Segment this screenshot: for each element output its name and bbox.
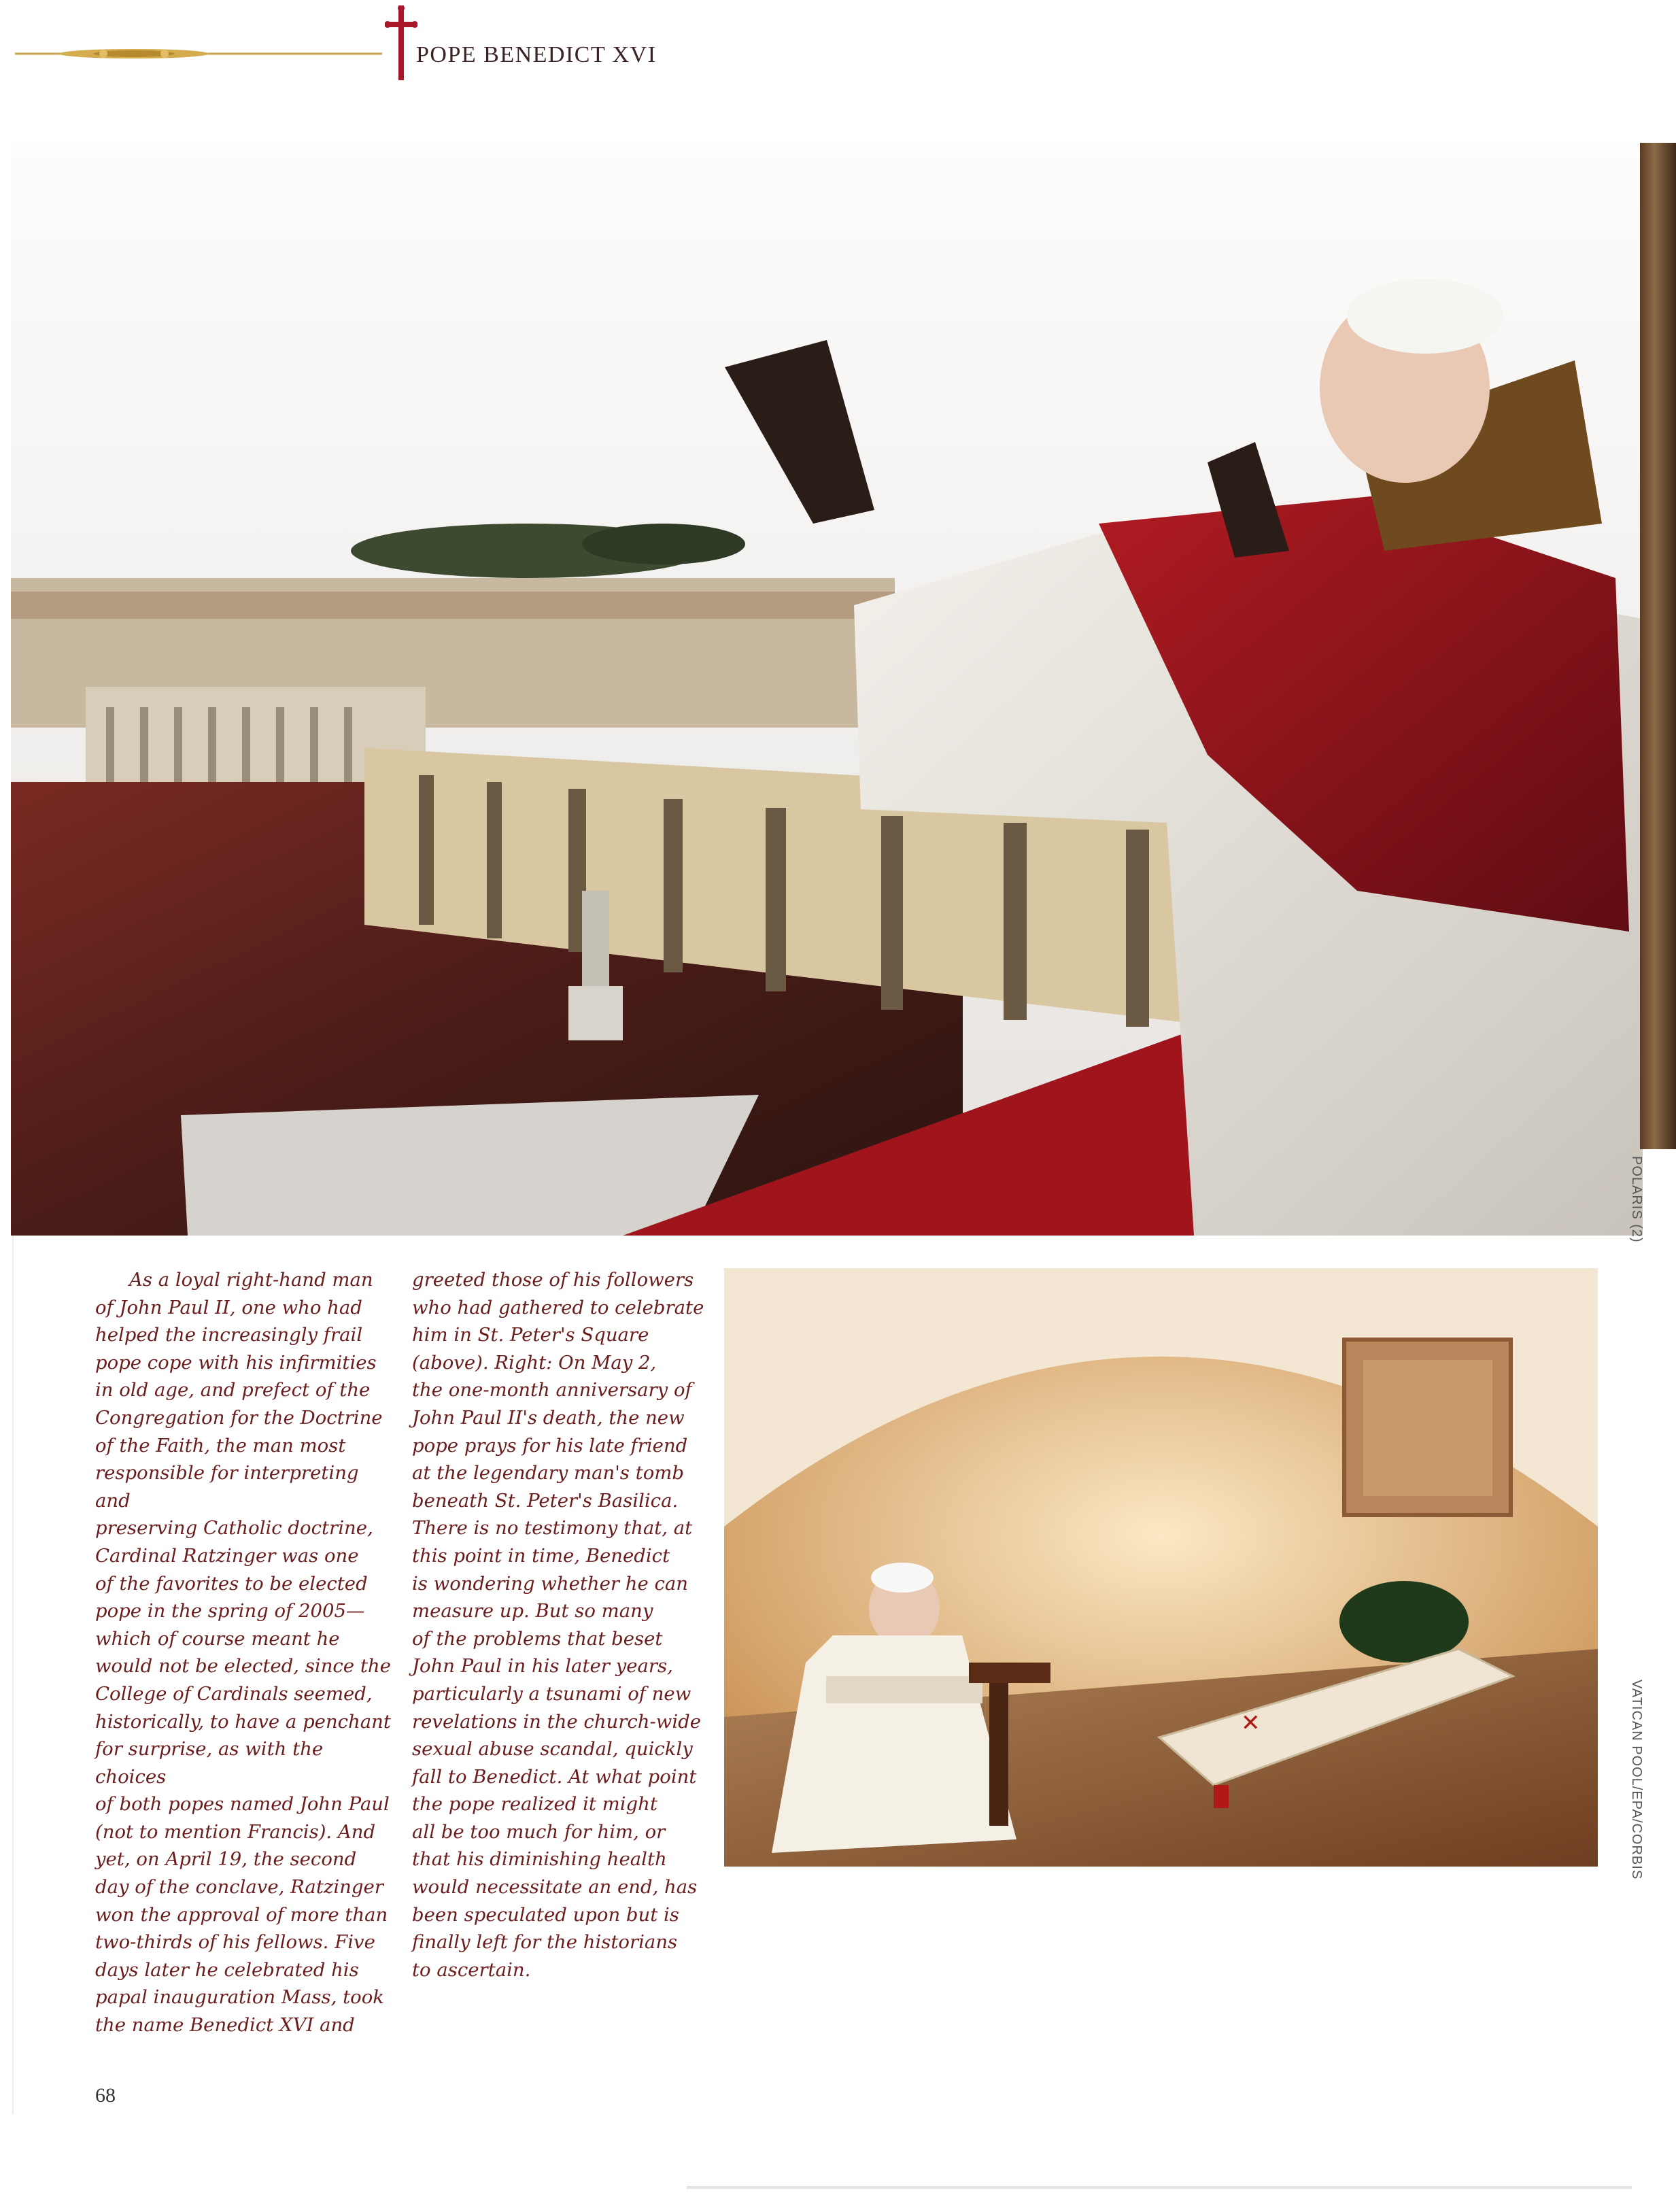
body-line: helped the increasingly frail [95, 1324, 363, 1346]
body-line: pope prays for his late friend [412, 1434, 688, 1457]
svg-text:✕: ✕ [1241, 1709, 1261, 1737]
body-line: measure up. But so many [412, 1600, 653, 1622]
adjacent-page-edge [1640, 143, 1676, 1149]
body-line: all be too much for him, or [412, 1820, 666, 1843]
body-line: Congregation for the Doctrine [95, 1406, 383, 1429]
body-line: of the problems that beset [412, 1627, 663, 1650]
ornamental-gold-rule [15, 48, 382, 60]
body-line: fall to Benedict. At what point [412, 1765, 697, 1788]
body-line: papal inauguration Mass, took [95, 1986, 384, 2009]
body-line: There is no testimony that, at [412, 1517, 693, 1539]
body-line: day of the conclave, Ratzinger [95, 1876, 383, 1899]
body-line: preserving Catholic doctrine, [95, 1517, 373, 1539]
body-line: at the legendary man's tomb [412, 1462, 684, 1484]
body-line: for surprise, as with the choices [95, 1738, 324, 1788]
body-line: the name Benedict XVI and [95, 2014, 355, 2037]
body-line: the pope realized it might [412, 1793, 657, 1816]
body-line: him in St. Peter's Square [412, 1324, 649, 1346]
body-line: of the Faith, the man most [95, 1434, 346, 1457]
body-line: the one-month anniversary of [412, 1379, 692, 1401]
bottom-rule [687, 2186, 1632, 2189]
body-line: of both popes named John Paul [95, 1793, 390, 1816]
body-column-left [95, 1266, 394, 2039]
body-line: pope cope with his infirmities [95, 1351, 377, 1374]
photo-credit-main: POLARIS (2) [1629, 1156, 1644, 1243]
body-line: beneath St. Peter's Basilica. [412, 1489, 679, 1512]
balcony-photo [11, 143, 1643, 1236]
body-line: that his diminishing health [412, 1848, 667, 1871]
tomb-photo [724, 1268, 1598, 1867]
running-head: POPE BENEDICT XVI [416, 42, 657, 67]
body-line: particularly a tsunami of new [412, 1682, 691, 1705]
body-line: of the favorites to be elected [95, 1572, 368, 1595]
body-line: in old age, and prefect of the [95, 1379, 371, 1401]
body-line: greeted those of his followers [412, 1269, 694, 1291]
photo-credit-tomb: VATICAN POOL/EPA/CORBIS [1629, 1680, 1644, 1880]
body-column-right [412, 1266, 704, 1984]
page-number: 68 [95, 2084, 116, 2107]
body-line: (above). Right: On May 2, [412, 1351, 657, 1374]
body-line: won the approval of more than [95, 1903, 388, 1926]
body-line: finally left for the historians [412, 1931, 678, 1954]
body-line: of John Paul II, one who had [95, 1296, 362, 1318]
body-line: pope in the spring of 2005— [95, 1600, 365, 1622]
body-line: two-thirds of his fellows. Five [95, 1931, 375, 1954]
body-line: this point in time, Benedict [412, 1544, 670, 1567]
body-line: would not be elected, since the [95, 1655, 391, 1678]
body-line: would necessitate an end, has [412, 1876, 698, 1899]
body-line: College of Cardinals seemed, [95, 1682, 373, 1705]
body-line: John Paul in his later years, [412, 1655, 673, 1678]
body-line: responsible for interpreting and [95, 1462, 359, 1512]
body-line: Cardinal Ratzinger was one [95, 1544, 359, 1567]
body-line: been speculated upon but is [412, 1903, 679, 1926]
body-line: to ascertain. [412, 1958, 531, 1981]
cross-icon [385, 5, 417, 80]
body-line: revelations in the church-wide [412, 1710, 702, 1733]
body-line: (not to mention Francis). And [95, 1820, 376, 1843]
body-line: John Paul II's death, the new [412, 1406, 685, 1429]
body-line: sexual abuse scandal, quickly [412, 1738, 693, 1760]
body-line: who had gathered to celebrate [412, 1296, 704, 1318]
body-line: is wondering whether he can [412, 1572, 689, 1595]
body-line: which of course meant he [95, 1627, 340, 1650]
body-line: days later he celebrated his [95, 1958, 359, 1981]
body-line: historically, to have a penchant [95, 1710, 391, 1733]
body-line: As a loyal right-hand man [129, 1269, 373, 1291]
body-line: yet, on April 19, the second [95, 1848, 357, 1871]
